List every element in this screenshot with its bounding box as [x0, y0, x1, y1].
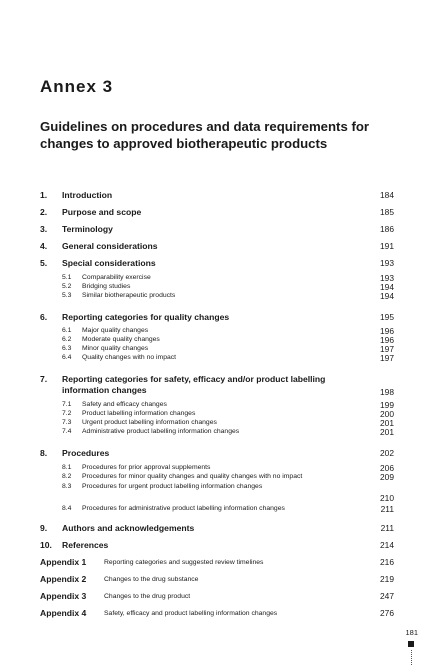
- toc-entry: [40, 224, 394, 235]
- toc-entry-label: Reporting categories and suggested review timelines: [104, 559, 264, 566]
- toc-entry: [40, 190, 394, 201]
- appendix-entry: [40, 574, 394, 585]
- toc-entry-page: 201: [380, 418, 394, 428]
- toc-entry-number: 6.: [40, 312, 48, 322]
- toc-entry-page: 185: [380, 207, 394, 217]
- toc-entry-label: Procedures for minor quality changes and quality changes with no impact: [82, 473, 303, 480]
- toc-entry-number: 7.2: [62, 410, 72, 417]
- page-marker: [408, 641, 414, 647]
- toc-entry-label: Administrative product labelling information changes: [82, 428, 240, 435]
- toc-entry-label: Reporting categories for quality changes: [62, 312, 230, 322]
- toc-entry-number: 6.1: [62, 327, 72, 334]
- toc-entry-page: 197: [380, 353, 394, 363]
- toc-entry-page: 196: [380, 326, 394, 336]
- toc-entry-number: 8.4: [62, 505, 72, 512]
- toc-entry: [40, 473, 394, 482]
- toc-entry-number: 5.2: [62, 283, 72, 290]
- toc-entry: [40, 336, 394, 345]
- toc-entry: [40, 419, 394, 428]
- toc-entry-label: Safety, efficacy and product labelling information changes: [104, 610, 278, 617]
- toc-entry: [40, 401, 394, 410]
- toc-entry-page: 191: [380, 241, 394, 251]
- toc-entry-label: Changes to the drug substance: [104, 576, 199, 583]
- toc-entry: [40, 354, 394, 363]
- toc-entry-label: Procedures for urgent product labelling information changes: [82, 483, 263, 490]
- toc-entry-label: General considerations: [62, 241, 158, 251]
- toc-entry: [40, 374, 394, 396]
- toc-entry: [40, 523, 394, 534]
- toc-entry: [40, 327, 394, 336]
- toc-entry-label: Terminology: [62, 224, 113, 234]
- toc-entry-label: Purpose and scope: [62, 207, 142, 217]
- toc-entry-label: Safety and efficacy changes: [82, 401, 167, 408]
- toc-entry-number: 10.: [40, 540, 52, 550]
- toc-entry-page: 216: [380, 557, 394, 567]
- toc-entry: [40, 345, 394, 354]
- toc-entry-page: 210: [380, 493, 394, 503]
- toc-entry-page: 186: [380, 224, 394, 234]
- toc-entry-label: Minor quality changes: [82, 345, 149, 352]
- toc-entry-number: 7.4: [62, 428, 72, 435]
- toc-entry-number: 1.: [40, 190, 48, 200]
- toc-entry: [40, 312, 394, 323]
- page-number: 181: [405, 628, 418, 637]
- toc-entry-label: Major quality changes: [82, 327, 149, 334]
- toc-entry-number: 5.: [40, 258, 48, 268]
- toc-entry: [40, 283, 394, 292]
- toc-entry-number: 7.1: [62, 401, 72, 408]
- toc-entry-page: 209: [380, 472, 394, 482]
- toc-entry-number: Appendix 2: [40, 574, 87, 584]
- toc-entry-number: 8.: [40, 448, 48, 458]
- toc-entry-page: 247: [380, 591, 394, 601]
- toc-entry-page: 194: [380, 282, 394, 292]
- toc-entry-number: 8.3: [62, 483, 72, 490]
- toc-entry-label: Quality changes with no impact: [82, 354, 177, 361]
- toc-entry-label: Changes to the drug product: [104, 593, 191, 600]
- toc-entry-page: 206: [380, 463, 394, 473]
- toc-entry-label: Reporting categories for safety, efficacy and/or product labelling information changes: [62, 374, 326, 395]
- toc-entry-number: 7.: [40, 374, 48, 384]
- toc-entry-number: 3.: [40, 224, 48, 234]
- toc-entry-page: 195: [380, 312, 394, 322]
- toc-entry-label: Similar biotherapeutic products: [82, 292, 176, 299]
- toc-entry-label: Authors and acknowledgements: [62, 523, 195, 533]
- toc-entry-page: 193: [380, 273, 394, 283]
- toc-entry-label: Moderate quality changes: [82, 336, 160, 343]
- toc-entry: [40, 540, 394, 551]
- toc-entry-number: Appendix 3: [40, 591, 87, 601]
- toc-entry: [40, 410, 394, 419]
- toc-entry-number: 6.2: [62, 336, 72, 343]
- toc-entry-number: 6.4: [62, 354, 72, 361]
- toc-entry: [40, 207, 394, 218]
- toc-entry-label: Bridging studies: [82, 283, 131, 290]
- toc-entry: [40, 292, 394, 301]
- toc-entry-page: 219: [380, 574, 394, 584]
- appendix-entry: [40, 608, 394, 619]
- toc-entry-page: 196: [380, 335, 394, 345]
- toc-entry-number: 9.: [40, 523, 48, 533]
- appendix-entry: [40, 557, 394, 568]
- toc-entry-number: 8.2: [62, 473, 72, 480]
- toc-entry-label: Special considerations: [62, 258, 156, 268]
- toc-entry: [40, 274, 394, 283]
- toc-entry: [40, 505, 394, 514]
- appendix-entry: [40, 591, 394, 602]
- toc-entry-label: Procedures: [62, 448, 110, 458]
- toc-entry: [40, 448, 394, 459]
- toc-entry-page: 200: [380, 409, 394, 419]
- toc-entry-number: 5.3: [62, 292, 72, 299]
- toc-entry-page: 193: [380, 258, 394, 268]
- toc-entry-page: 194: [380, 291, 394, 301]
- toc-entry-page: 199: [380, 400, 394, 410]
- toc-entry-page: 201: [380, 427, 394, 437]
- toc-entry-page: 276: [380, 608, 394, 618]
- toc-entry: [40, 464, 394, 473]
- toc-entry-label: Product labelling information changes: [82, 410, 196, 417]
- toc-entry-number: 2.: [40, 207, 48, 217]
- toc-entry-label: Procedures for administrative product labelling information changes: [82, 505, 285, 512]
- toc-entry-number: 6.3: [62, 345, 72, 352]
- toc-entry-number: 8.1: [62, 464, 72, 471]
- toc-entry-number: Appendix 1: [40, 557, 87, 567]
- toc-entry: [40, 428, 394, 437]
- toc-entry-label: Procedures for prior approval supplements: [82, 464, 211, 471]
- toc-entry-label: Urgent product labelling information changes: [82, 419, 217, 426]
- toc-entry-number: 4.: [40, 241, 48, 251]
- toc-entry-number: Appendix 4: [40, 608, 87, 618]
- toc-entry: [40, 241, 394, 252]
- toc-entry-page: 184: [380, 190, 394, 200]
- toc-entry-page: 198: [380, 387, 394, 397]
- dotted-guide: [411, 650, 412, 665]
- toc-entry: [40, 258, 394, 269]
- toc-entry-page: 211: [380, 523, 394, 533]
- toc-entry-number: 7.3: [62, 419, 72, 426]
- toc-entry-label: References: [62, 540, 109, 550]
- annex-heading: Annex 3: [40, 77, 114, 96]
- toc-entry-number: 5.1: [62, 274, 72, 281]
- toc-entry-page: 197: [380, 344, 394, 354]
- toc-entry-page: 202: [380, 448, 394, 458]
- toc-entry-label: Comparability exercise: [82, 274, 151, 281]
- toc-entry-label: Introduction: [62, 190, 113, 200]
- toc-entry-page: 211: [380, 504, 394, 514]
- toc-entry-page: 214: [380, 540, 394, 550]
- document-title: Guidelines on procedures and data requirements for changes to approved biotherapeutic products: [40, 119, 370, 151]
- toc-entry: [40, 483, 394, 503]
